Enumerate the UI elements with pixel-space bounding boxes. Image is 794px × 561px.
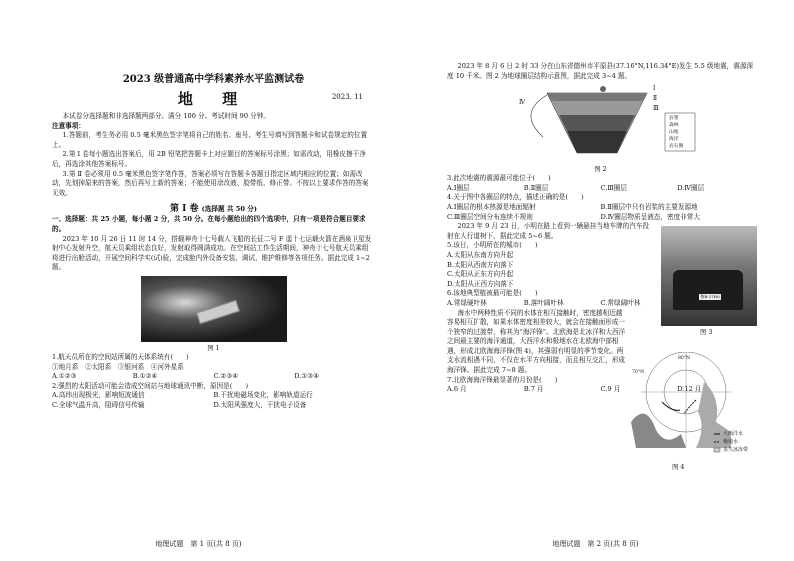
q2-option-c: C.全球气温升高，阻碍信号传输: [52, 400, 145, 409]
fig3-caption: 图 3: [700, 328, 713, 336]
layer-label-2: Ⅱ: [653, 95, 658, 103]
license-plate: [699, 294, 721, 300]
legend-forest: 森林: [669, 123, 679, 129]
question-2: 2.强烈的太阳活动可能会造成空间站与地球通讯中断，原因是( ): [52, 381, 249, 390]
question-6: 6.该地典型植被最可能是( ): [447, 289, 538, 298]
q4-option-d: D.Ⅳ圈层物质呈液态，密度非常大: [600, 212, 700, 221]
q2-option-d: D.太阳风强度大，干扰电子设备: [213, 400, 307, 409]
question-4-options-row-1: [447, 203, 754, 213]
legend-mountain: 山地: [669, 130, 679, 136]
q7-option-d: D.12 月: [677, 385, 702, 394]
q6-option-c: C.常绿阔叶林: [600, 298, 641, 307]
legend-lithosphere: 岩石圈: [669, 144, 684, 150]
material-2: 2023 年 8 月 6 日 2 时 33 分在山东省德州市平原县(37.16°N,116.34°E)发生 5.5 级地震，震源深度 10 千米。图 2 为地球圈层结构示意图，据此完成 3~4 题。: [447, 62, 754, 80]
material-3: 2023 年 9 月 23 日，小明在路上看到一辆悬挂当地车牌的汽车投射在人行道树下，据此完成 5~6 题。: [447, 222, 650, 240]
q7-option-b: B.7 月: [523, 385, 544, 394]
part1-subtitle: (选择题 共 50 分): [201, 205, 257, 214]
nordic-seas-map: [626, 352, 756, 462]
question-1-options: [52, 372, 375, 382]
subject-title: [52, 88, 375, 106]
material-4: 海水中两种性质不同的水体在相互接触时，密度越相近越容易相互扩散，如果水体密度相差较大，就会在接触面形成一个狭窄的过渡带，称其为“海洋锋”。北欧海是北冰洋和大西洋之间最主要的海洋通道，大西洋水和极地水在北欧海中部相遇，形成北欧海海洋锋(图 4)，其强弱有明显的季节变化。两支水流相遇不同，不仅在水平方向相接，而且相互交汇，形成海洋锋。据此完成 7~8 题。: [447, 308, 626, 375]
space-station-photo: [141, 276, 287, 342]
q1-option-d: D.①③④: [294, 372, 320, 381]
q2-option-b: B.干扰地磁场变化，影响轨道运行: [213, 391, 313, 400]
question-3: 3.此次地震的震源最可能位于( ): [447, 174, 551, 183]
exam-date: 2023. 11: [331, 93, 363, 101]
q5-option-d: D.太阳从正西方向落下: [447, 279, 514, 288]
legend-permafrost: 永久冰冻带: [723, 447, 749, 453]
part1-title: 第 Ⅰ 卷: [170, 204, 199, 215]
material-3-block: [447, 222, 653, 289]
legend-magma: 岩浆: [669, 116, 679, 122]
q3-option-c: C.Ⅲ圈层: [600, 183, 627, 192]
notes-heading: 注意事项：: [52, 121, 85, 130]
q4-option-a: A.Ⅰ圈层的根本热源是地面辐射: [447, 202, 536, 211]
q1-option-b: B.①②④: [132, 372, 158, 381]
question-5: 5.该日，小明所在的城市( ): [447, 241, 538, 250]
question-1: 1.航天员所在的空间站所属的天体系统有( ): [52, 352, 189, 361]
q4-option-c: C.Ⅲ圈层空间分布连续不规则: [447, 212, 533, 221]
q2-option-a: A.高纬出现极光，影响短波通信: [52, 391, 145, 400]
q5-option-a: A.太阳从东南方向升起: [447, 250, 514, 259]
fig2-legend: [669, 115, 683, 150]
layer-label-1: Ⅰ: [653, 85, 656, 93]
question-7: 7.北欧海海洋锋最显著的月份是( ): [447, 375, 558, 384]
fig4-legend: [723, 430, 748, 454]
note-1: 1.答题前，考生务必用 0.5 毫米黑色签字笔将自己的姓名、座号、考生号填写到答题卡和试卷规定的位置上。: [52, 131, 368, 149]
q6-option-a: A.常绿硬叶林: [447, 298, 487, 307]
q3-option-d: D.Ⅳ圈层: [677, 183, 705, 192]
q1-option-a: A.①②③: [52, 372, 77, 381]
car-shadow-photo: [661, 226, 757, 326]
lat-70-label: 70°N: [632, 370, 645, 375]
legend-atlantic-water: 大西洋水: [723, 431, 744, 437]
earth-layers-figure: [447, 83, 754, 163]
question-2-options-row-1: [52, 391, 375, 401]
right-footer: 地理试题 第 2 页(共 8 页): [552, 540, 639, 548]
subject-name: 地 理: [177, 90, 250, 108]
q5-option-c: C.太阳从正东方向升起: [447, 270, 514, 279]
q3-option-b: B.Ⅱ圈层: [523, 183, 549, 192]
q1-option-c: C.②③④: [213, 372, 239, 381]
fig1-caption: 图 1: [207, 343, 220, 352]
q5-option-b: B.太阳从西南方向落下: [447, 260, 514, 269]
fig4-caption: 图 4: [672, 463, 685, 471]
layer-label-3: Ⅲ: [653, 105, 659, 113]
earth-layers-diagram: [447, 83, 754, 163]
question-2-options-row-2: [52, 401, 375, 411]
q3-option-a: A.Ⅰ圈层: [447, 183, 470, 192]
material-4-block: [447, 309, 627, 376]
q7-option-c: C.9 月: [600, 385, 621, 394]
intro-text: 本试卷分选择题和非选择题两部分。满分 100 分。考试时间 90 分钟。: [62, 112, 270, 120]
question-4: 4.关于图中各圈层的特点，描述正确的是( ): [447, 193, 584, 202]
question-3-options: [447, 184, 754, 194]
q6-option-b: B.落叶阔叶林: [523, 298, 564, 307]
part1-heading: [52, 201, 375, 214]
lat-80-label: 80°N: [678, 356, 691, 361]
legend-polar-water: 极地水: [723, 439, 739, 445]
legend-ocean: 海洋: [669, 137, 679, 143]
fig2-caption: 图 2: [594, 165, 607, 174]
license-plate-text: 鲁B·27H0: [700, 294, 720, 299]
question-1-items: ①地月系 ②太阳系 ③银河系 ④河外星系: [52, 362, 184, 371]
note-3: 3.第 Ⅱ 卷必须用 0.5 毫米黑色签字笔作答，答案必须写在答题卡各题目指定区域内相应的位置；如需改动，先划掉原来的答案，然后再写上新的答案；不能使用涂改液、胶带纸、修正带。不按以上要求作答的答案无效。: [52, 169, 369, 197]
question-4-options-row-2: [447, 213, 754, 223]
part1-instructions: 一、选择题：共 25 小题，每小题 2 分，共 50 分。在每小题给出的四个选项中，只有一项是符合题目要求的。: [52, 215, 366, 233]
left-footer: 地理试题 第 1 页(共 8 页): [155, 540, 242, 548]
car-image: [673, 270, 743, 310]
layer-label-4: Ⅳ: [519, 99, 525, 107]
material-1: 2023 年 10 月 26 日 11 时 14 分，搭载神舟十七号载人飞船的长征二号 F 遥十七运载火箭在酒泉卫星发射中心发射升空，航天员乘组状态良好，发射取得圆满成功。在空间站工作生活期间，神舟十七号航天员乘组将进行出舱活动，开展空间科学实(试)验，完成舱内外设备安装、调试、维护维修等各项任务。据此完成 1~2 题。: [52, 234, 372, 272]
q4-option-b: B.Ⅱ圈层中只有岩浆的主要发源地: [600, 202, 698, 211]
exam-title: 2023 级普通高中学科素养水平监测试卷: [122, 74, 305, 85]
q7-option-a: A.6 月: [447, 385, 467, 394]
note-2: 2.第 Ⅰ 卷每小题选出答案后，用 2B 铅笔把答题卡上对应题目的答案标号涂黑；如需改动，用橡皮擦干净后，再选涂其他答案标号。: [52, 150, 366, 168]
